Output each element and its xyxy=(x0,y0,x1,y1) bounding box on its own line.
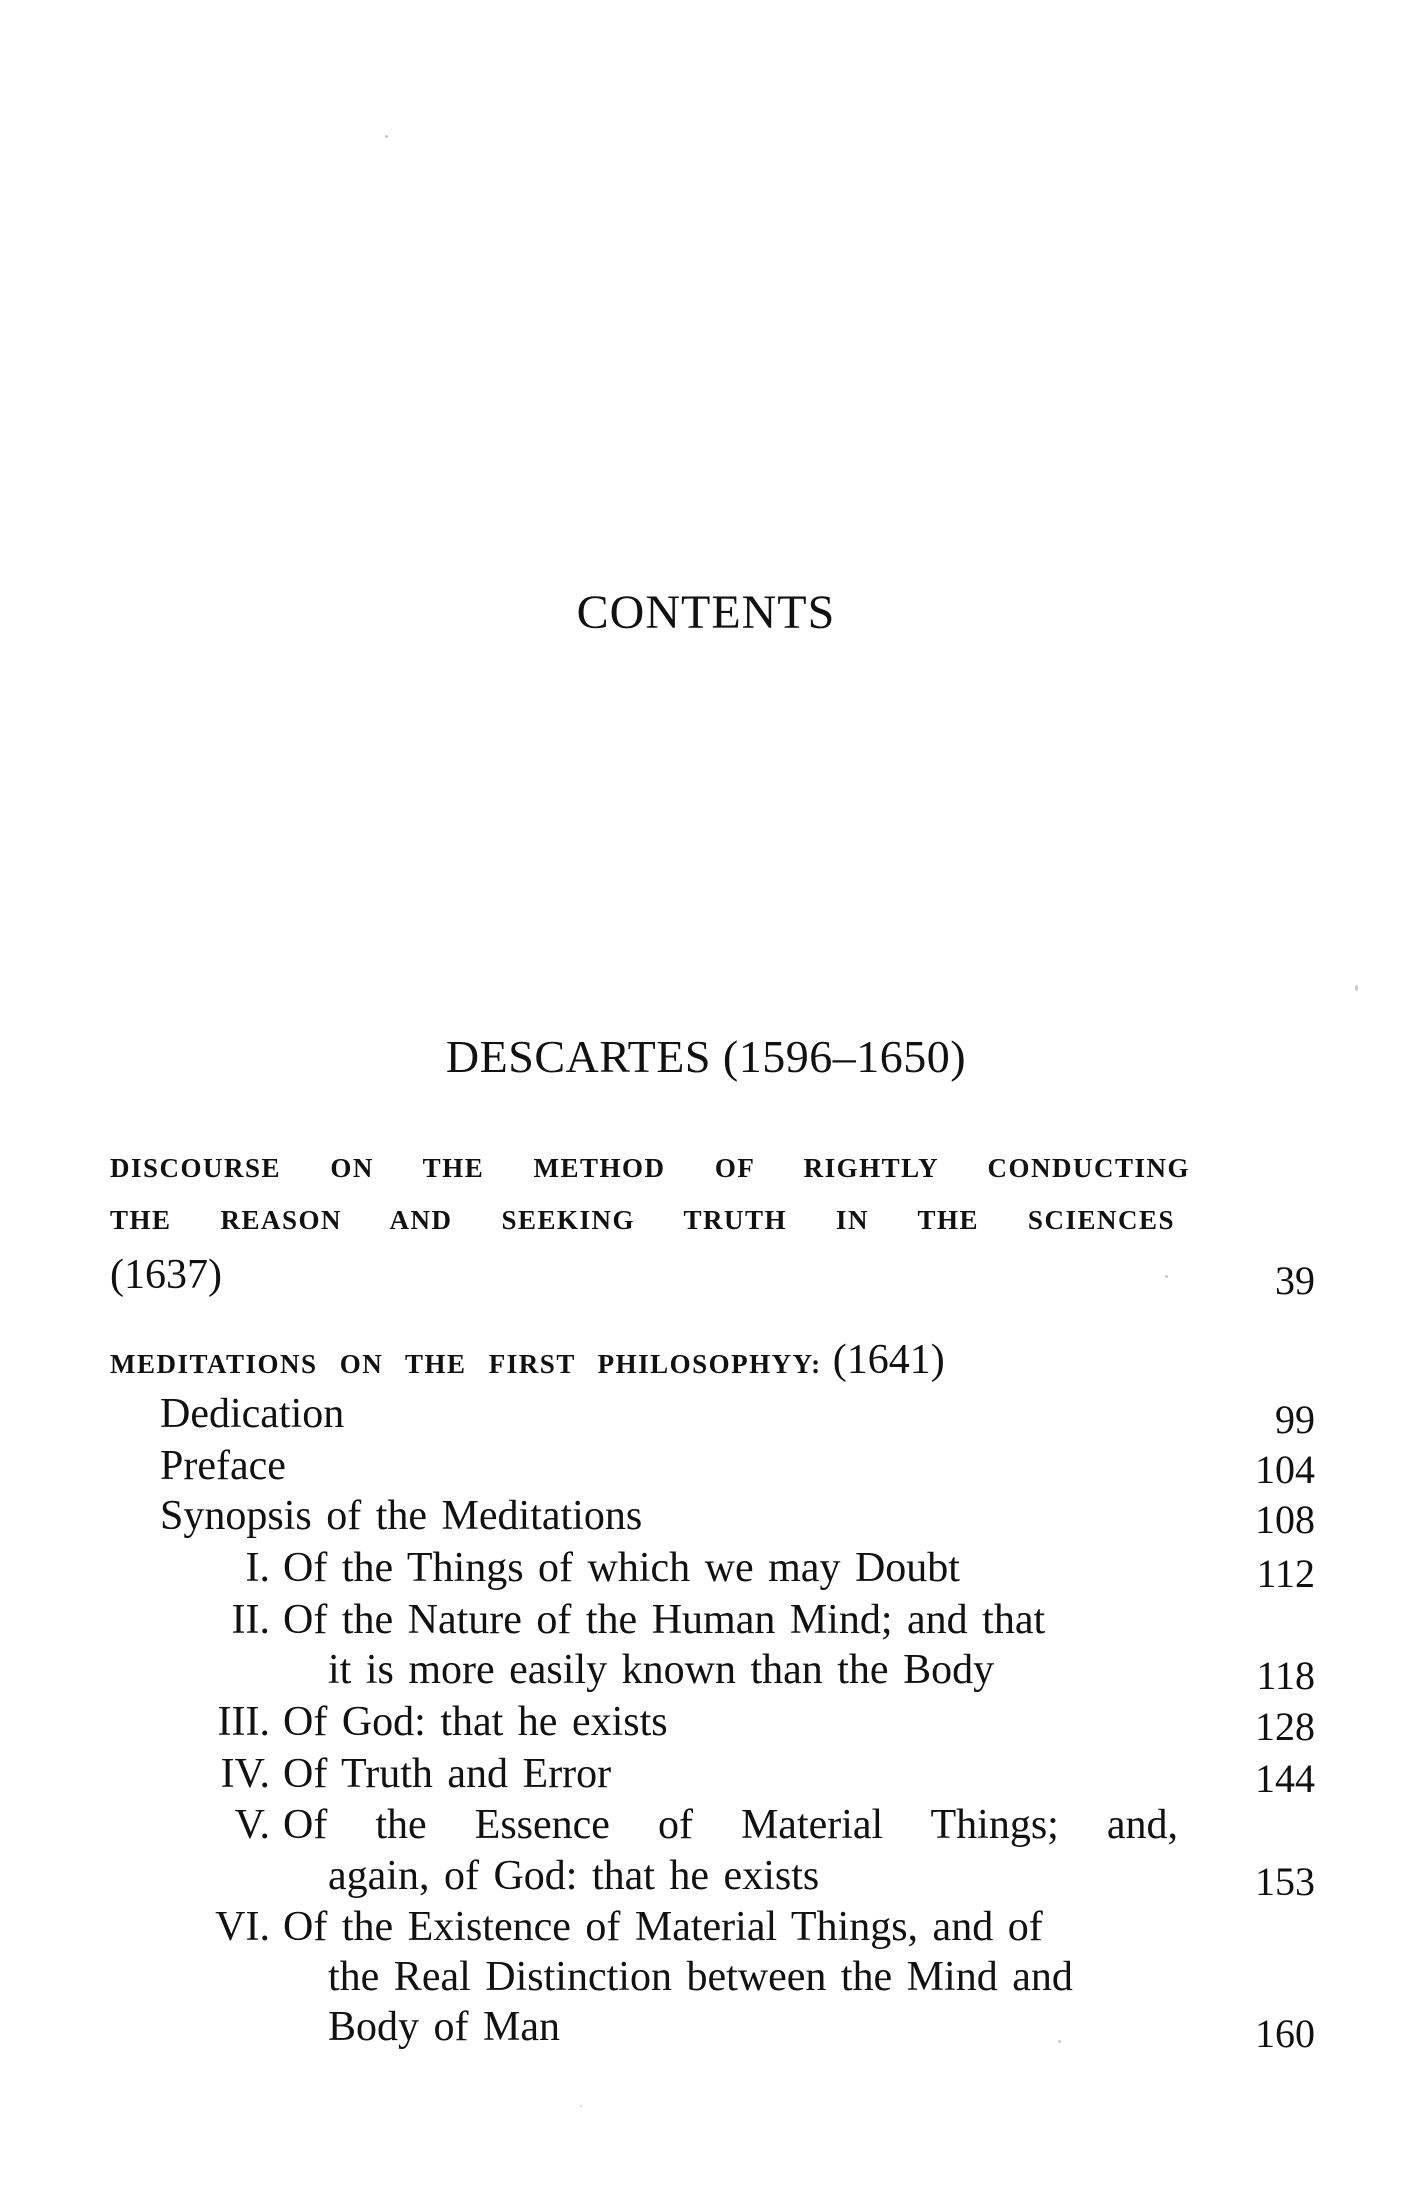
meditations-title xyxy=(110,1336,945,1384)
chapter-page-number: 118 xyxy=(1256,1653,1315,1698)
chapter-page-number: 112 xyxy=(1256,1551,1315,1596)
chapter-title-line: Of God: that he exists xyxy=(283,1699,668,1745)
scan-speck xyxy=(385,135,388,138)
chapter-title-line: Of the Nature of the Human Mind; and that xyxy=(283,1597,1046,1643)
meditations-title-text: MEDITATIONS ON THE FIRST PHILOSOPHYY: xyxy=(110,1349,822,1379)
chapter-numeral: II. xyxy=(231,1597,270,1643)
author-heading: DESCARTES (1596–1650) xyxy=(445,1031,967,1082)
discourse-title-line-1: DISCOURSE ON THE METHOD OF RIGHTLY CONDUCTING xyxy=(110,1153,1190,1183)
discourse-page-number: 39 xyxy=(1275,1258,1315,1303)
toc-page-preface: 104 xyxy=(1255,1447,1315,1492)
chapter-numeral: VI. xyxy=(215,1904,270,1950)
chapter-numeral: I. xyxy=(245,1545,270,1591)
toc-entry-preface: Preface xyxy=(160,1443,286,1489)
discourse-title-line-2: THE REASON AND SEEKING TRUTH IN THE SCIENCES xyxy=(110,1205,1175,1235)
chapter-numeral: IV. xyxy=(220,1751,270,1797)
meditations-year: (1641) xyxy=(832,1337,945,1383)
chapter-title-line: Of the Existence of Material Things, and of xyxy=(283,1904,1043,1950)
discourse-year: (1637) xyxy=(110,1252,222,1298)
chapter-numeral: III. xyxy=(217,1699,270,1745)
scan-speck xyxy=(1355,985,1358,991)
chapter-title-line: the Real Distinction between the Mind and xyxy=(328,1954,1073,2000)
scan-speck xyxy=(580,2105,582,2107)
chapter-page-number: 153 xyxy=(1255,1859,1315,1904)
toc-entry-synopsis: Synopsis of the Meditations xyxy=(160,1493,643,1539)
page-title: CONTENTS xyxy=(576,586,836,639)
chapter-page-number: 144 xyxy=(1255,1756,1315,1801)
chapter-title-line: Body of Man xyxy=(328,2004,560,2050)
toc-page-synopsis: 108 xyxy=(1255,1497,1315,1542)
toc-entry-dedication: Dedication xyxy=(160,1391,345,1437)
chapter-numeral: V. xyxy=(234,1802,270,1848)
chapter-title-line: it is more easily known than the Body xyxy=(328,1647,995,1693)
toc-page-dedication: 99 xyxy=(1275,1397,1315,1442)
chapter-page-number: 160 xyxy=(1255,2011,1315,2056)
chapter-page-number: 128 xyxy=(1255,1704,1315,1749)
chapter-title-line: Of the Essence of Material Things; and, xyxy=(283,1802,1178,1848)
chapter-title-line: Of Truth and Error xyxy=(283,1751,612,1797)
scan-speck xyxy=(1058,2040,1061,2043)
chapter-title-line: Of the Things of which we may Doubt xyxy=(283,1545,960,1591)
chapter-title-line: again, of God: that he exists xyxy=(328,1853,820,1899)
scan-speck xyxy=(1165,1275,1168,1278)
